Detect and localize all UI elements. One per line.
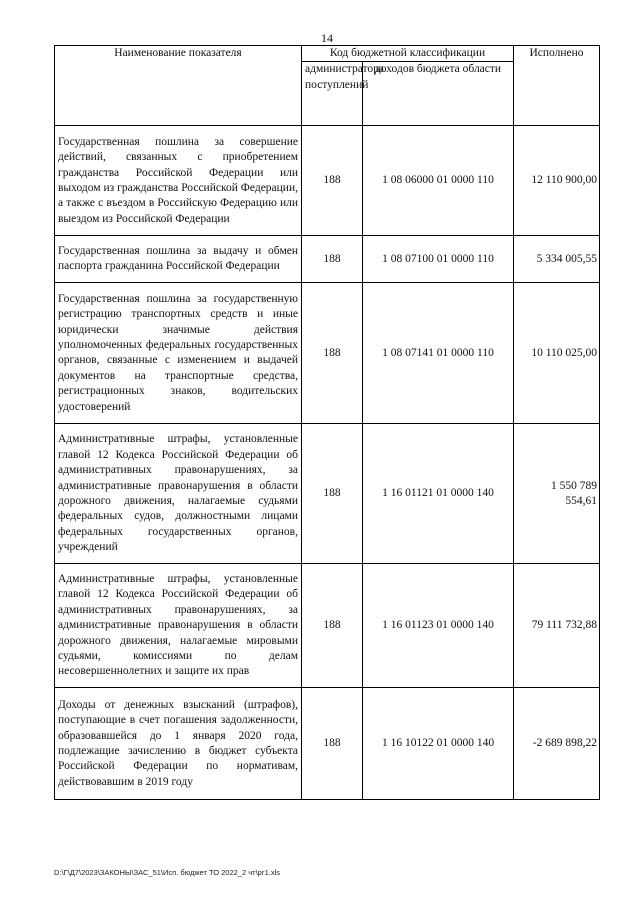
row-amount: 1 550 789 554,61 xyxy=(514,424,600,564)
table-row xyxy=(55,564,600,688)
row-revenue-code: 1 08 07100 01 0000 110 xyxy=(363,236,514,283)
row-revenue-code: 1 08 06000 01 0000 110 xyxy=(363,126,514,236)
row-revenue-code: 1 16 01123 01 0000 140 xyxy=(363,564,514,688)
row-admin-code: 188 xyxy=(302,564,363,688)
row-name: Государственная пошлина за совершение действий, связанных с приобретением гражданства Российской Федерации или выходом из гражданства Российской Федерации, а также с въездом в Российскую Федерацию или выездом из Российской Федерации xyxy=(55,126,302,236)
header-admin: администратора поступлений xyxy=(302,62,363,126)
table-row xyxy=(55,424,600,564)
footer-file-path: D:\Г\Д7\2023\ЗАКОНЫ\ЗАС_51\Исп. бюджет ТО 2022_2 чт\рг1.xls xyxy=(54,868,280,877)
header-code-group: Код бюджетной классификации xyxy=(302,46,514,62)
row-amount: 5 334 005,55 xyxy=(514,236,600,283)
header-row-top xyxy=(55,46,600,62)
table-row xyxy=(55,283,600,424)
row-name: Административные штрафы, установленные главой 12 Кодекса Российской Федерации об административных правонарушениях, за административные правонарушения в области дорожного движения, налагаемые судьями федеральных судов, должностными лицами федеральных государственных органов, учреждений xyxy=(55,424,302,564)
row-name: Доходы от денежных взысканий (штрафов), поступающие в счет погашения задолженности, образовавшейся до 1 января 2020 года, подлежащие зачислению в бюджет субъекта Российской Федерации по нормативам, действовавшим в 2019 году xyxy=(55,688,302,800)
table-row xyxy=(55,236,600,283)
row-admin-code: 188 xyxy=(302,424,363,564)
header-name: Наименование показателя xyxy=(55,46,302,126)
row-admin-code: 188 xyxy=(302,688,363,800)
row-amount: 12 110 900,00 xyxy=(514,126,600,236)
header-executed: Исполнено xyxy=(514,46,600,126)
row-name: Административные штрафы, установленные главой 12 Кодекса Российской Федерации об административных правонарушениях, за административные правонарушения в области дорожного движения, налагаемые мировыми судьями, комиссиями по делам несовершеннолетних и защите их прав xyxy=(55,564,302,688)
header-revenue: доходов бюджета области xyxy=(363,62,514,126)
row-revenue-code: 1 16 01121 01 0000 140 xyxy=(363,424,514,564)
row-amount: 10 110 025,00 xyxy=(514,283,600,424)
row-admin-code: 188 xyxy=(302,126,363,236)
table-row xyxy=(55,126,600,236)
row-admin-code: 188 xyxy=(302,283,363,424)
row-name: Государственная пошлина за государственную регистрацию транспортных средств и иные юридически значимые действия уполномоченных федеральных государственных органов, связанные с изменением и выдачей документов на транспортные средства, регистрационных знаков, водительских удостоверений xyxy=(55,283,302,424)
row-amount: 79 111 732,88 xyxy=(514,564,600,688)
budget-execution-table xyxy=(54,45,600,800)
row-admin-code: 188 xyxy=(302,236,363,283)
page-number: 14 xyxy=(321,31,333,45)
row-revenue-code: 1 08 07141 01 0000 110 xyxy=(363,283,514,424)
row-revenue-code: 1 16 10122 01 0000 140 xyxy=(363,688,514,800)
row-name: Государственная пошлина за выдачу и обмен паспорта гражданина Российской Федерации xyxy=(55,236,302,283)
table-row xyxy=(55,688,600,800)
row-amount: -2 689 898,22 xyxy=(514,688,600,800)
